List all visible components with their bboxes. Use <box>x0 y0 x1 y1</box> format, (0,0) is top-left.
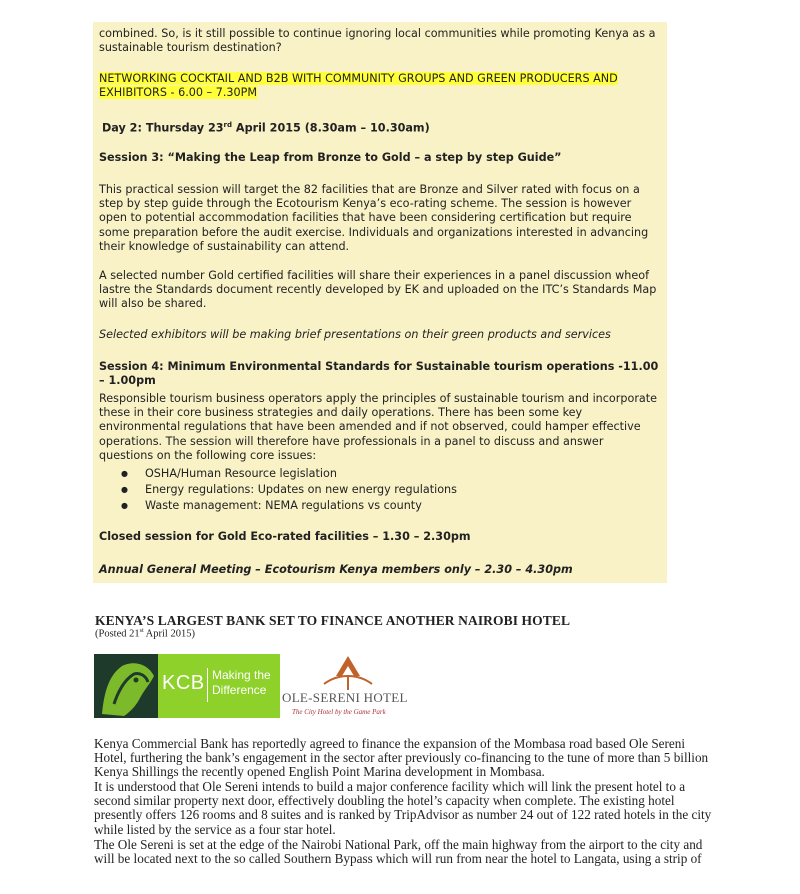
ole-sereni-logo <box>282 654 410 720</box>
core-issues-list <box>99 466 659 514</box>
posted-suffix: April 2015) <box>143 628 195 640</box>
closed-session: Closed session for Gold Eco-rated facilities – 1.30 – 2.30pm <box>99 530 471 543</box>
acacia-tree-icon <box>318 654 378 692</box>
news-paragraph-2: It is understood that Ole Sereni intends to build a major conference facility which will link the present hotel to a second similar property next door, effectively doubling the hotel’s capacity when complete. The existing hotel presently offers 126 rooms and 8 suites and is ranked by TripAdvisor as number 24 out of 122 rated hotels in the city while listed by the service as a four star hotel. <box>94 779 712 837</box>
intro-paragraph: combined. So, is it still possible to continue ignoring local communities while promoting Kenya as a sustainable tourism destination? <box>99 27 656 55</box>
session4-title: Session 4: Minimum Environmental Standards for Sustainable tourism operations -11.00 – 1.00pm <box>99 360 659 388</box>
session3-panel-paragraph: A selected number Gold certified facilities will share their experiences in a panel discussion wheof lastre the Standards document recently developed by EK and uploaded on the ITC’s Standards Map will also be shared. <box>99 269 657 311</box>
day2-heading-suffix: April 2015 (8.30am – 10.30am) <box>232 121 430 135</box>
session3-body: This practical session will target the 82 facilities that are Bronze and Silver rated with focus on a step by step guide through the Ecotourism Kenya’s eco-rating scheme. The session is however open to potential accommodation facilities that have been considering certification but require some preparation before the audit exercise. Individuals and organizations interested in advancing their knowledge of sustainability can attend. <box>99 183 649 253</box>
day2-heading-text: Day 2: Thursday 23 <box>102 121 224 135</box>
kcb-tagline <box>212 668 271 698</box>
day2-heading-sup: rd <box>223 121 233 129</box>
news-title: KENYA’S LARGEST BANK SET TO FINANCE ANOTHER NAIROBI HOTEL <box>95 613 571 628</box>
posted-date <box>95 628 195 640</box>
session3-title: Session 3: “Making the Leap from Bronze to Gold – a step by step Guide” <box>99 151 562 164</box>
day2-heading <box>102 118 662 136</box>
kcb-logo <box>94 654 280 718</box>
kcb-tagline-line1: Making the <box>212 668 271 682</box>
posted-prefix: (Posted 21 <box>95 628 140 640</box>
news-paragraph-1: Kenya Commercial Bank has reportedly agreed to finance the expansion of the Mombasa road based Ole Sereni Hotel, furthering the bank’s engagement in the sector after previously co-financing to the tune of more than 5 billion Kenya Shillings the recently opened English Point Marina development in Mombasa. <box>94 736 709 780</box>
list-item: ● Waste management: NEMA regulations vs county <box>99 498 659 514</box>
kcb-tagline-line2: Difference <box>212 683 267 697</box>
news-paragraph-3: The Ole Sereni is set at the edge of the Nairobi National Park, off the main highway from the airport to the city and will be located next to the so called Southern Bypass which will run from near the hotel to Langata, using a strip of <box>94 837 703 867</box>
lion-icon <box>94 654 158 718</box>
session4-body: Responsible tourism business operators apply the principles of sustainable tourism and incorporate these in their core business strategies and daily operations. There has been some key environmental regulations that have been amended and if not observed, could hamper effective operations. The session will therefore have professionals in a panel to discuss and answer questions on the following core issues: <box>99 392 658 462</box>
ole-sereni-tagline: The City Hotel by the Game Park <box>292 708 386 716</box>
list-item: ● OSHA/Human Resource legislation <box>99 466 659 482</box>
networking-highlight: NETWORKING COCKTAIL AND B2B WITH COMMUNITY GROUPS AND GREEN PRODUCERS AND EXHIBITORS - 6.00 – 7.30PM <box>99 72 618 100</box>
ole-sereni-name: OLE-SERENI HOTEL <box>282 690 408 705</box>
list-item: ● Energy regulations: Updates on new energy regulations <box>99 482 659 498</box>
networking-line <box>99 72 659 100</box>
kcb-divider <box>207 668 208 702</box>
agm-line: Annual General Meeting – Ecotourism Kenya members only – 2.30 – 4.30pm <box>99 563 573 576</box>
exhibitors-note: Selected exhibitors will be making brief presentations on their green products and services <box>99 328 611 341</box>
posted-sup: st <box>139 628 144 634</box>
kcb-wordmark: KCB <box>162 672 205 694</box>
